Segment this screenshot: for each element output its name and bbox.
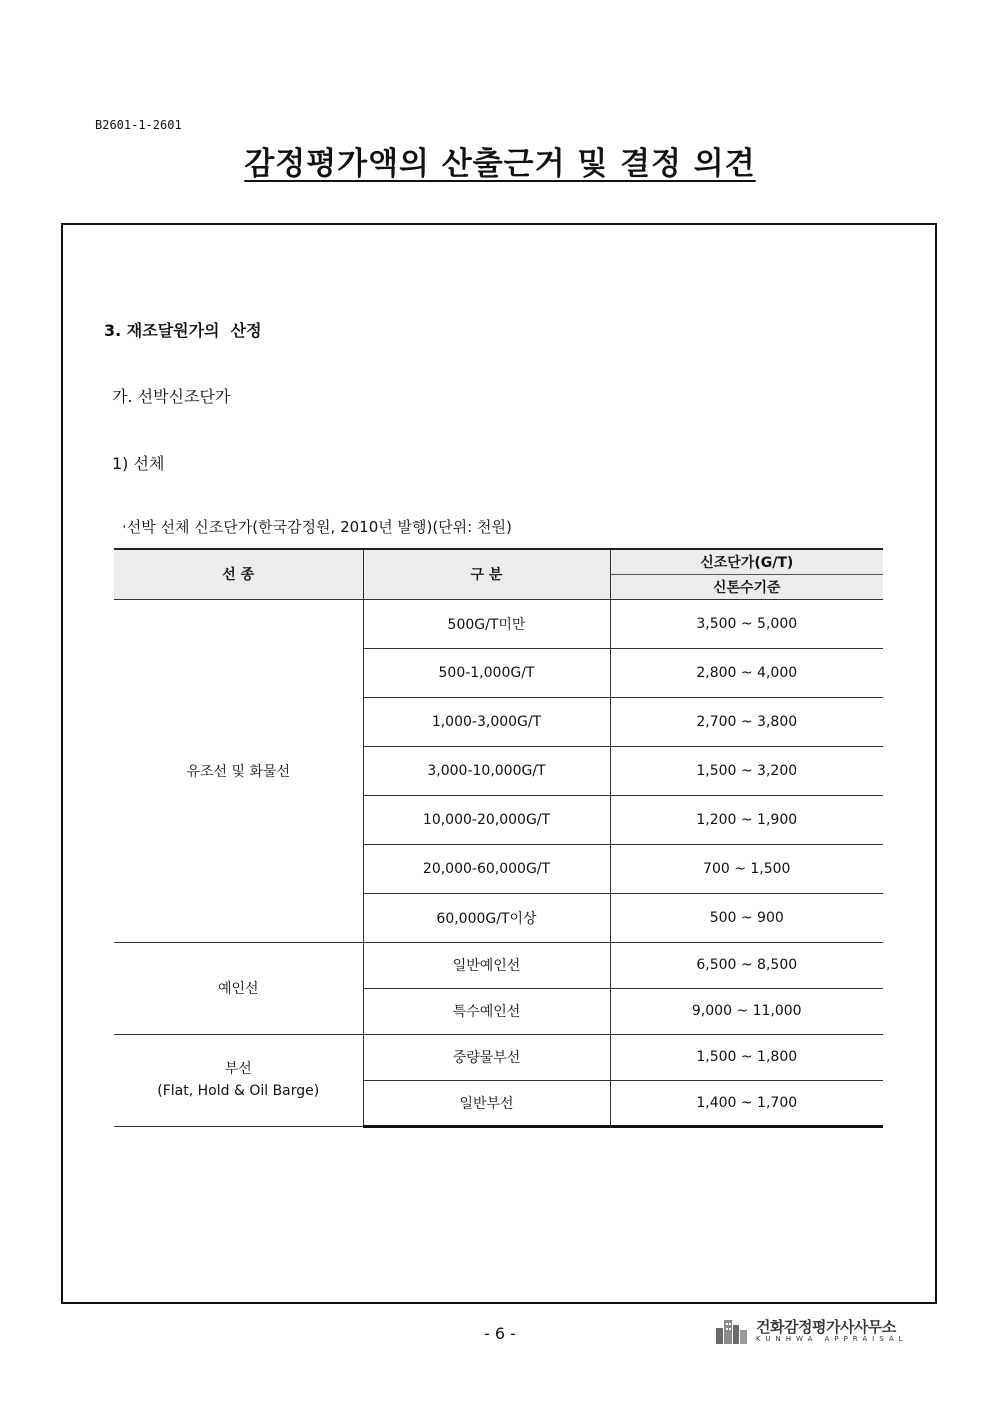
- group-name-tugboat: 예인선: [114, 942, 363, 1034]
- table-cell-category: 3,000-10,000G/T: [363, 746, 610, 795]
- table-cell-category: 500G/T미만: [363, 599, 610, 648]
- table-cell-category: 중량물부선: [363, 1034, 610, 1080]
- subsection-heading-a: 가. 선박신조단가: [112, 387, 231, 406]
- subsection-heading-1: 1) 선체: [112, 454, 165, 473]
- table-cell-price: 1,400 ~ 1,700: [610, 1080, 883, 1126]
- table-caption: ·선박 선체 신조단가(한국감정원, 2010년 발행)(단위: 천원): [122, 518, 512, 536]
- document-code: B2601-1-2601: [95, 118, 182, 132]
- logo-company-subtitle: KUNHWA APPRAISAL: [756, 1335, 908, 1343]
- section-heading-3: 3. 재조달원가의 산정: [104, 321, 262, 340]
- group-name-tanker-cargo: 유조선 및 화물선: [114, 599, 363, 942]
- table-cell-price: 2,700 ~ 3,800: [610, 697, 883, 746]
- header-ship-type: 선 종: [114, 549, 363, 599]
- table-cell-category: 특수예인선: [363, 988, 610, 1034]
- table-cell-price: 1,500 ~ 3,200: [610, 746, 883, 795]
- building-icon: [714, 1316, 750, 1344]
- header-price: 신조단가(G/T): [610, 549, 883, 574]
- page-title-text: 감정평가액의 산출근거 및 결정 의견: [244, 146, 756, 182]
- table-cell-price: 2,800 ~ 4,000: [610, 648, 883, 697]
- group-name-barge: [114, 1034, 363, 1126]
- table-cell-category: 10,000-20,000G/T: [363, 795, 610, 844]
- table-cell-price: 3,500 ~ 5,000: [610, 599, 883, 648]
- table-cell-category: 60,000G/T이상: [363, 893, 610, 942]
- table-cell-category: 1,000-3,000G/T: [363, 697, 610, 746]
- header-price-basis: 신톤수기준: [610, 574, 883, 599]
- table-cell-price: 500 ~ 900: [610, 893, 883, 942]
- table-cell-price: 1,500 ~ 1,800: [610, 1034, 883, 1080]
- logo-company-name: 건화감정평가사사무소: [756, 1318, 896, 1336]
- group-name-barge-main: 부선: [224, 1061, 252, 1077]
- ship-price-table: [114, 548, 883, 1128]
- company-logo: [714, 1316, 908, 1346]
- page-number: - 6 -: [484, 1324, 516, 1343]
- page-title: [0, 138, 1000, 183]
- table-cell-category: 일반예인선: [363, 942, 610, 988]
- table-cell-price: 1,200 ~ 1,900: [610, 795, 883, 844]
- table-cell-category: 500-1,000G/T: [363, 648, 610, 697]
- table-cell-price: 700 ~ 1,500: [610, 844, 883, 893]
- table-cell-category: 일반부선: [363, 1080, 610, 1126]
- header-category: 구 분: [363, 549, 610, 599]
- table-cell-price: 6,500 ~ 8,500: [610, 942, 883, 988]
- group-name-barge-sub: (Flat, Hold & Oil Barge): [157, 1083, 320, 1099]
- table-cell-price: 9,000 ~ 11,000: [610, 988, 883, 1034]
- table-cell-category: 20,000-60,000G/T: [363, 844, 610, 893]
